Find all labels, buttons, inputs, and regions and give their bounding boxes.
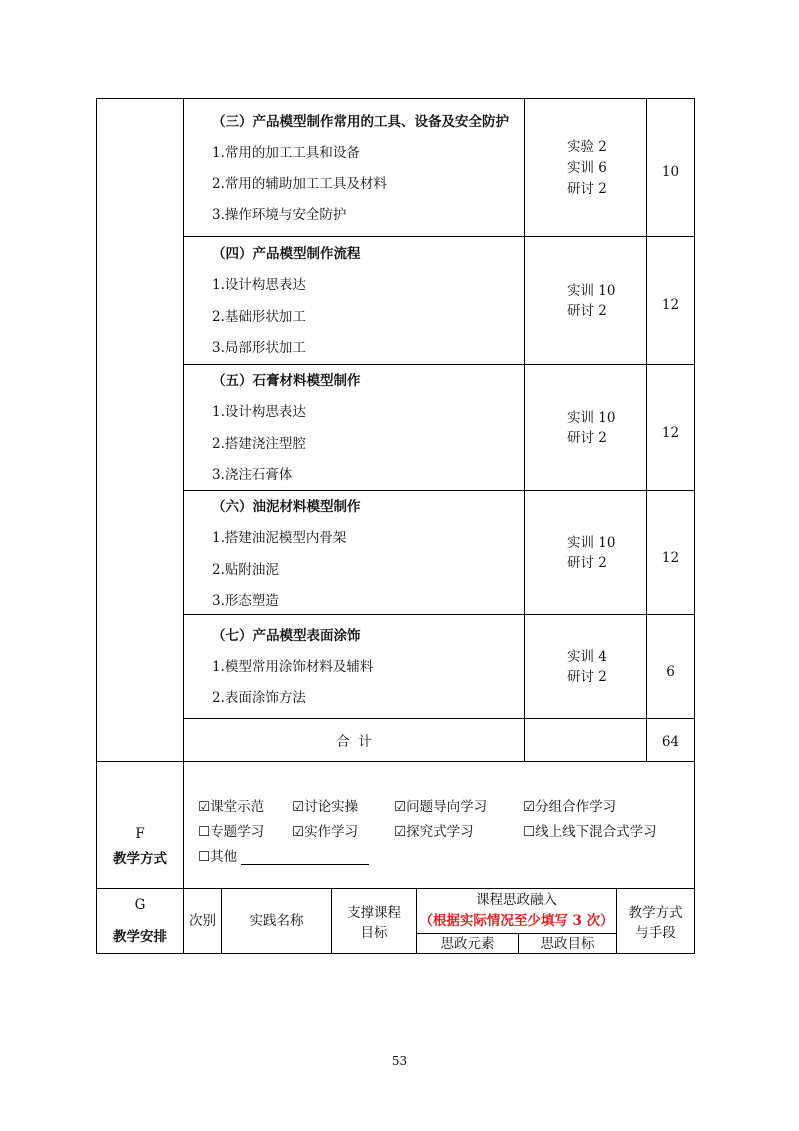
section-item: 2.常用的辅助加工工具及材料 [212,176,387,192]
method-option-group-cooperation[interactable]: ☑分组合作学习 [523,799,617,815]
method-line: 研讨 2 [567,303,607,319]
method-option-problem-oriented[interactable]: ☑问题导向学习 [394,799,488,815]
col-element-header: 思政元素 [440,936,495,952]
section-item: 1.模型常用涂饰材料及辅料 [212,659,374,675]
row-divider [183,364,695,365]
section-item: 3.浇注石膏体 [212,467,293,483]
col-goal-header-line2: 目标 [360,925,388,941]
method-option-other[interactable]: ☐其他 [198,849,238,865]
total-label: 合 计 [336,734,372,750]
checkbox-icon: ☑ [292,799,305,815]
section-item: 3.形态塑造 [212,593,279,609]
col-goal-header-line1: 支撑课程 [347,905,401,921]
method-line: 研讨 2 [567,430,607,446]
page-number: 53 [391,1054,408,1068]
method-line: 实训 6 [567,160,607,176]
hours-value: 12 [661,550,680,566]
method-line: 实验 2 [567,139,607,155]
table-border-bottom [96,953,695,954]
label-column-divider [183,98,184,954]
hours-value: 12 [661,297,680,313]
section-item: 1.设计构思表达 [212,404,306,420]
table-border-top [96,98,695,99]
table-border-right [694,98,695,954]
section-heading: （七）产品模型表面涂饰 [212,628,361,644]
section-item: 3.局部形状加工 [212,340,306,356]
teaching-method-letter: F [135,826,145,842]
col-order-header: 次别 [189,913,216,929]
teaching-method-title: 教学方式 [113,851,167,867]
section-item: 1.常用的加工工具和设备 [212,145,360,161]
other-fill-line[interactable] [241,864,369,865]
method-line: 实训 10 [567,410,616,426]
method-line: 实训 4 [567,649,607,665]
method-option-topic-study[interactable]: ☐专题学习 [198,824,265,840]
section-heading: （三）产品模型制作常用的工具、设备及安全防护 [212,114,509,130]
section-item: 1.搭建油泥模型内骨架 [212,530,347,546]
hours-value: 10 [661,164,680,180]
col-method-header-line1: 教学方式 [628,905,683,921]
hours-value: 6 [666,664,675,680]
section-item: 2.贴附油泥 [212,562,279,578]
method-option-blended[interactable]: ☐线上线下混合式学习 [523,824,657,840]
section-item: 1.设计构思表达 [212,277,306,293]
section-heading: （四）产品模型制作流程 [212,246,361,262]
method-option-practice[interactable]: ☑实作学习 [292,824,359,840]
checkbox-icon: ☑ [198,799,211,815]
method-option-inquiry[interactable]: ☑探究式学习 [394,824,474,840]
checkbox-icon: ☑ [523,799,536,815]
section-item: 2.搭建浇注型腔 [212,436,306,452]
method-line: 实训 10 [567,535,616,551]
row-divider [96,761,695,762]
row-divider [183,614,695,615]
checkbox-icon: ☑ [394,799,407,815]
method-line: 实训 10 [567,283,616,299]
section-item: 2.基础形状加工 [212,309,306,325]
col-name-header: 实践名称 [249,913,304,929]
checkbox-icon: ☑ [394,824,407,840]
row-divider [183,490,695,491]
checkbox-icon: ☐ [523,824,536,840]
teaching-schedule-letter: G [134,897,146,913]
section-item: 2.表面涂饰方法 [212,690,306,706]
col-ideology-header: 课程思政融入 [476,892,557,908]
section-heading: （五）石膏材料模型制作 [212,373,361,389]
content-column-divider [524,98,525,761]
method-line: 研讨 2 [567,181,607,197]
col-ideology-note: （根据实际情况至少填写 3 次） [419,913,614,929]
col-target-header: 思政目标 [540,936,595,952]
row-divider [183,718,695,719]
schedule-subheader-divider [416,933,617,934]
checkbox-icon: ☑ [292,824,305,840]
section-heading: （六）油泥材料模型制作 [212,499,361,515]
hours-value: 12 [661,425,680,441]
row-divider [96,888,695,889]
method-option-classroom-demo[interactable]: ☑课堂示范 [198,799,265,815]
section-item: 3.操作环境与安全防护 [212,207,347,223]
schedule-col-divider [331,888,332,954]
checkbox-icon: ☐ [198,824,211,840]
method-option-discussion[interactable]: ☑讨论实操 [292,799,359,815]
row-divider [183,236,695,237]
checkbox-icon: ☐ [198,849,211,865]
teaching-schedule-title: 教学安排 [113,929,167,945]
method-line: 研讨 2 [567,669,607,685]
col-method-header-line2: 与手段 [635,925,676,941]
method-line: 研讨 2 [567,555,607,571]
schedule-col-divider [616,888,617,954]
total-hours: 64 [661,734,680,750]
